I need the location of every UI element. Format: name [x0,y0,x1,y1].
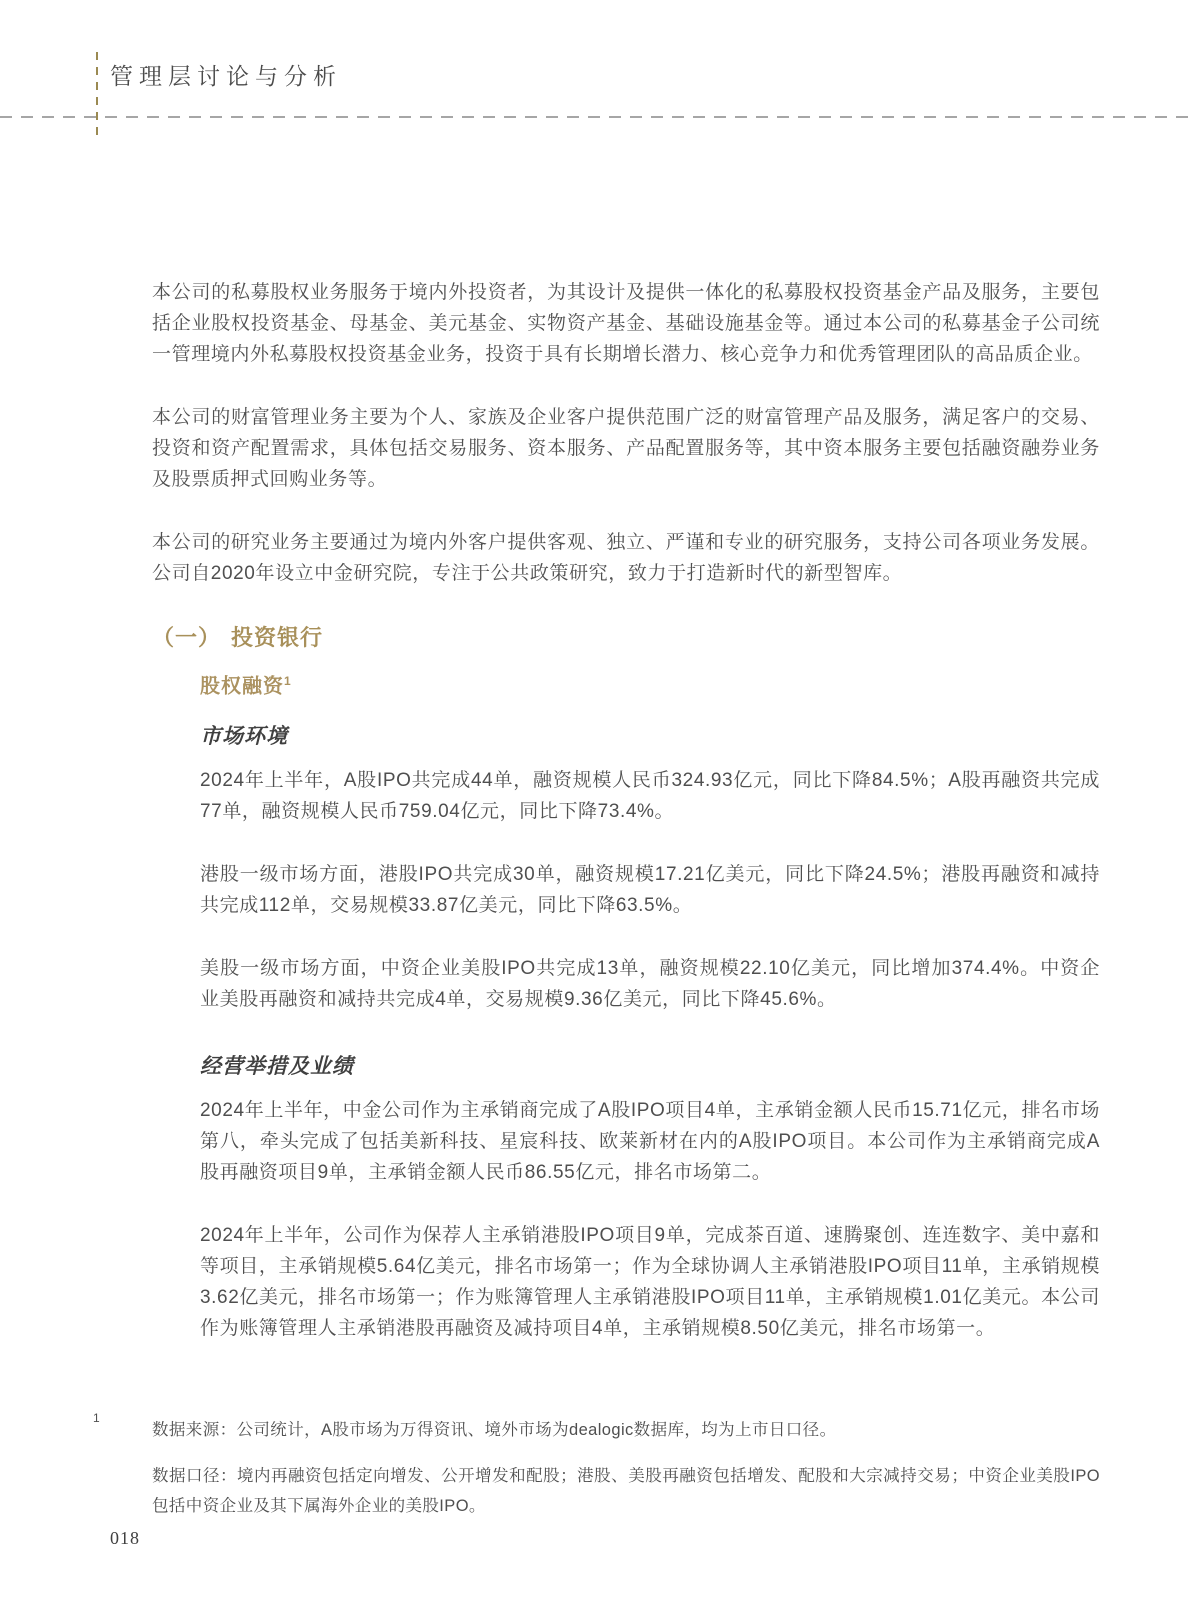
intro-paragraph-research: 本公司的研究业务主要通过为境内外客户提供客观、独立、严谨和专业的研究服务，支持公司各项业务发展。公司自2020年设立中金研究院，专注于公共政策研究，致力于打造新时代的新型智库。 [152,532,1100,584]
market-paragraph-a-share: 2024年上半年，A股IPO共完成44单，融资规模人民币324.93亿元，同比下降84.5%；A股再融资共完成77单，融资规模人民币759.04亿元，同比下降73.4%。 [200,769,1100,822]
subheading-market-environment: 市场环境 [200,723,288,748]
footnote-number-marker: 1 [93,1411,100,1425]
section-heading-investment-banking [152,621,1100,655]
subsection-heading-equity-financing [200,667,1100,701]
footnotes-block [93,1411,1100,1537]
footnote-reference-mark: 1 [284,674,292,688]
footnote-data-scope: 数据口径：境内再融资包括定向增发、公开增发和配股；港股、美股再融资包括增发、配股和大宗减持交易；中资企业美股IPO包括中资企业及其下属海外企业的美股IPO。 [152,1467,1100,1515]
header-vertical-dashed-rule [96,52,98,140]
page-header-title: 管理层讨论与分析 [110,64,342,89]
section-number-label: （一） [152,625,222,650]
header-horizontal-dashed-rule [0,116,1190,118]
section-title-text: 投资银行 [231,625,324,650]
main-content [152,277,1100,1376]
footnote-data-source: 数据来源：公司统计，A股市场为万得资讯、境外市场为dealogic数据库，均为上市日口径。 [152,1421,837,1439]
subheading-operations-results: 经营举措及业绩 [200,1053,354,1078]
page-number: 018 [110,1528,140,1548]
market-paragraph-hk-share: 港股一级市场方面，港股IPO共完成30单，融资规模17.21亿美元，同比下降24.5%；港股再融资和减持共完成112单，交易规模33.87亿美元，同比下降63.5%。 [200,863,1100,916]
operations-paragraph-hk-ipo: 2024年上半年，公司作为保荐人主承销港股IPO项目9单，完成茶百道、速腾聚创、连连数字、美中嘉和等项目，主承销规模5.64亿美元，排名市场第一；作为全球协调人主承销港股IPO项目11单，主承销规模3.62亿美元，排名市场第一；作为账簿管理人主承销港股IPO项目11单，主承销规模1.01亿美元。本公司作为账簿管理人主承销港股再融资及减持项目4单，主承销规模8.50亿美元，排名市场第一。 [200,1224,1100,1339]
operations-paragraph-a-share-ipo: 2024年上半年，中金公司作为主承销商完成了A股IPO项目4单，主承销金额人民币15.71亿元，排名市场第八，牵头完成了包括美新科技、星宸科技、欧莱新材在内的A股IPO项目。本公司作为主承销商完成A股再融资项目9单，主承销金额人民币86.55亿元，排名市场第二。 [200,1099,1100,1183]
market-paragraph-us-share: 美股一级市场方面，中资企业美股IPO共完成13单，融资规模22.10亿美元，同比增加374.4%。中资企业美股再融资和减持共完成4单，交易规模9.36亿美元，同比下降45.6%。 [200,957,1100,1010]
intro-paragraph-private-equity: 本公司的私募股权业务服务于境内外投资者，为其设计及提供一体化的私募股权投资基金产品及服务，主要包括企业股权投资基金、母基金、美元基金、实物资产基金、基础设施基金等。通过本公司的私募基金子公司统一管理境内外私募股权投资基金业务，投资于具有长期增长潜力、核心竞争力和优秀管理团队的高品质企业。 [152,282,1100,365]
equity-financing-title-text: 股权融资 [200,675,284,698]
intro-paragraph-wealth-management: 本公司的财富管理业务主要为个人、家族及企业客户提供范围广泛的财富管理产品及服务，满足客户的交易、投资和资产配置需求，具体包括交易服务、资本服务、产品配置服务等，其中资本服务主要包括融资融券业务及股票质押式回购业务等。 [152,407,1100,490]
investment-banking-subsection [200,667,1100,1344]
